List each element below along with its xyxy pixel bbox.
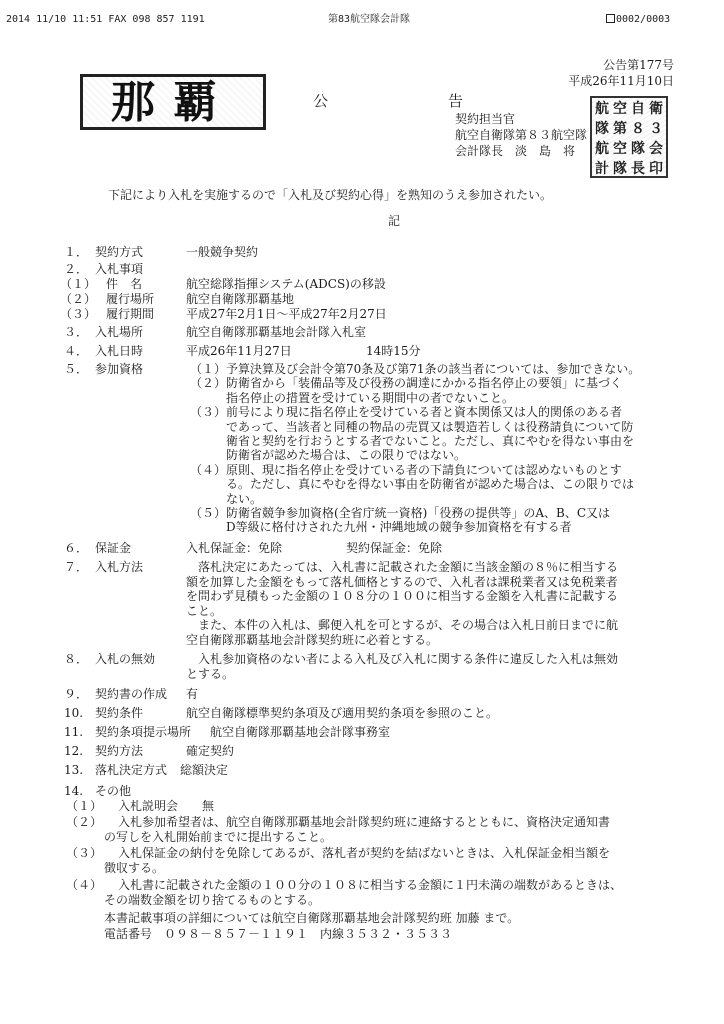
- seal-char: 航: [595, 141, 609, 157]
- item-5-line: （１）予算決算及び会計令第70条及び第71条の該当者については、参加できない。: [190, 362, 641, 376]
- item-8-line: とする。: [186, 667, 235, 681]
- seal-char: 印: [649, 161, 663, 177]
- item-9-label: 契約書の作成: [95, 687, 168, 701]
- item-2-sub2-value: 航空自衛隊那覇基地: [186, 292, 295, 306]
- item-5-line: 衛省と契約を行おうとする者でないこと。ただし、真にやむを得ない事由を: [190, 434, 635, 449]
- item-7-line: こと。: [186, 603, 223, 618]
- naha-stamp: [80, 74, 266, 130]
- item-7-label: 入札方法: [95, 560, 144, 574]
- notice-date: 平成26年11月10日: [568, 74, 674, 88]
- item-14-sub4-body: [104, 878, 622, 908]
- item-2-sub2-num: （２）: [60, 292, 97, 306]
- officer-line-3: 会計隊長 淡 島 将: [455, 144, 576, 158]
- item-12-num: 12.: [64, 744, 84, 758]
- item-5-line: （２）防衛省から「装備品等及び役務の調達にかかる指名停止の要領」に基づく: [190, 376, 623, 391]
- seal-char: 会: [649, 141, 663, 157]
- seal-char: 計: [595, 161, 609, 177]
- seal-char: 航: [595, 101, 609, 117]
- intro-text: 下記により入札を実施するので「入札及び契約心得」を熟知のうえ参加されたい。: [108, 188, 553, 202]
- item-4-label: 入札日時: [95, 344, 144, 358]
- item-11-label: 契約条項提示場所: [95, 725, 192, 739]
- item-2-label: 入札事項: [95, 262, 144, 276]
- item-14-sub2-body: [104, 815, 610, 845]
- item-2-sub3-label: 履行期間: [106, 307, 155, 321]
- item-7-num: ７．: [64, 560, 89, 574]
- official-seal: [590, 96, 668, 178]
- item-2-sub1-num: （１）: [60, 277, 97, 291]
- item-2-num: ２．: [64, 262, 89, 276]
- item-7-line: 空自衛隊那覇基地会計隊契約班に必着とする。: [186, 632, 439, 647]
- item-5-line: であって、当該者と同種の物品の売買又は製造若しくは役務請負について防: [190, 419, 634, 434]
- seal-char: 第: [613, 121, 627, 137]
- fax-header-page: [606, 12, 670, 27]
- item-5-line: （５）防衛省競争参加資格(全省庁統一資格)「役務の提供等」のA、B、C又は: [190, 506, 611, 521]
- item-10-value: 航空自衛隊標準契約条項及び適用契約条項を参照のこと。: [186, 706, 499, 720]
- item-2-sub1-value: 航空総隊指揮システム(ADCS)の移設: [186, 277, 386, 291]
- item-3-value: 航空自衛隊那覇基地会計隊入札室: [186, 325, 367, 339]
- item-5-line: 指名停止の措置を受けている期間中の者でないこと。: [190, 390, 515, 405]
- item-13-label: 落札決定方式: [95, 763, 168, 777]
- item-8-label: 入札の無効: [95, 652, 156, 666]
- item-6-num: ６．: [64, 541, 89, 555]
- item-14-sub3-body: [104, 846, 610, 876]
- item-14-num: 14.: [64, 784, 84, 798]
- item-9-value: 有: [186, 687, 199, 701]
- item-4-time: 14時15分: [366, 344, 421, 358]
- item-14-sub4-line: その端数金額を切り捨てるものとする。: [104, 893, 321, 907]
- item-12-value: 確定契約: [186, 744, 235, 758]
- item-2-sub3-num: （３）: [60, 307, 97, 321]
- contract-deposit: 契約保証金：免除: [346, 541, 443, 555]
- seal-char: 隊: [613, 161, 627, 177]
- item-2-sub3-value: 平成27年2月1日～平成27年2月27日: [186, 307, 387, 321]
- seal-char: 衛: [649, 101, 663, 117]
- bid-deposit: 入札保証金：免除: [186, 541, 283, 555]
- item-5-line: ない。: [190, 491, 263, 506]
- item-1-value: 一般競争契約: [186, 245, 259, 259]
- contact-line: 本書記載事項の詳細については航空自衛隊那覇基地会計隊契約班 加藤 まで。: [104, 911, 520, 925]
- item-7-line: 額を加算した金額をもって落札価格とするので、入札者は課税業者又は免税業者: [186, 574, 618, 589]
- item-5-line: 防衛省が認めた場合は、この限りではない。: [190, 448, 467, 463]
- page-title: 公 告: [313, 92, 494, 110]
- item-3-num: ３．: [64, 325, 89, 339]
- item-7-line: また、本件の入札は、郵便入札を可とするが、その場合は入札日前日までに航: [198, 618, 619, 633]
- item-7-line: を問わず見積もった金額の１０８分の１００に相当する金額を入札書に記載する: [186, 589, 619, 604]
- item-14-sub1-line: 入札説明会 無: [118, 799, 215, 813]
- item-11-value: 航空自衛隊那覇基地会計隊事務室: [210, 725, 391, 739]
- item-6-label: 保証金: [95, 541, 132, 555]
- ki-heading: 記: [388, 214, 401, 228]
- item-1-label: 契約方式: [95, 245, 144, 259]
- item-13-value: 総額決定: [180, 763, 229, 777]
- seal-char: 空: [613, 141, 627, 157]
- item-14-sub3-num: （３）: [66, 846, 103, 860]
- item-4-num: ４．: [64, 344, 89, 358]
- item-2-sub1-label: 件 名: [106, 277, 143, 291]
- seal-char: 空: [613, 101, 627, 117]
- seal-char: 自: [631, 101, 645, 117]
- fax-page-icon: [606, 14, 615, 23]
- item-14-sub2-num: （２）: [66, 815, 103, 829]
- item-5-label: 参加資格: [95, 362, 144, 376]
- naha-stamp-text: 那覇: [111, 76, 235, 128]
- item-11-num: 11.: [64, 725, 84, 739]
- item-2-sub2-label: 履行場所: [106, 292, 155, 306]
- item-7-body: [186, 560, 618, 648]
- item-5-line: （３）前号により現に指名停止を受けている者と資本関係又は人的関係のある者: [190, 405, 623, 420]
- item-9-num: ９．: [64, 687, 89, 701]
- item-8-num: ８．: [64, 652, 89, 666]
- item-10-num: 10.: [64, 706, 84, 720]
- item-10-label: 契約条件: [95, 706, 144, 720]
- item-13-num: 13.: [64, 763, 84, 777]
- item-1-num: １．: [64, 245, 89, 259]
- item-5-num: ５．: [64, 362, 89, 376]
- notice-number: 公告第177号: [603, 58, 674, 72]
- item-14-sub1-num: （１）: [66, 799, 103, 813]
- item-3-label: 入札場所: [95, 325, 144, 339]
- seal-char: ３: [649, 121, 663, 137]
- item-14-sub4-num: （４）: [66, 878, 103, 892]
- seal-char: 隊: [595, 121, 609, 137]
- item-8-body: [186, 652, 618, 682]
- phone-line: 電話番号 ０９８－８５７－１１９１ 内線３５３２・３５３３: [104, 927, 453, 941]
- item-14-label: その他: [95, 784, 132, 798]
- officer-line-1: 契約担当官: [455, 112, 516, 126]
- item-14-sub4-line: 入札書に記載された金額の１００分の１０８に相当する金額に１円未満の端数があるときは、: [118, 878, 623, 892]
- item-14-sub2-line: 入札参加希望者は、航空自衛隊那覇基地会計隊契約班に連絡するとともに、資格決定通知書: [118, 815, 611, 829]
- fax-header-center: 第83航空隊会計隊: [328, 14, 411, 25]
- item-14-sub3-line: 入札保証金の納付を免除してあるが、落札者が契約を結ばないときは、入札保証金相当額を: [118, 846, 611, 860]
- seal-char: 隊: [631, 141, 645, 157]
- item-4-value: 平成26年11月27日: [186, 344, 292, 358]
- officer-line-2: 航空自衛隊第８３航空隊: [455, 128, 588, 142]
- fax-page-number: 0002/0003: [616, 14, 671, 25]
- item-8-line: 入札参加資格のない者による入札及び入札に関する条件に違反した入札は無効: [198, 652, 619, 666]
- item-7-line: 落札決定にあたっては、入札書に記載された金額に当該金額の８％に相当する: [198, 560, 619, 574]
- seal-char: 長: [631, 161, 645, 177]
- seal-char: ８: [631, 121, 645, 137]
- item-5-line: D等級に格付けされた九州・沖縄地域の競争参加資格を有する者: [190, 520, 572, 535]
- item-5-line: る。ただし、真にやむを得ない事由を防衛省が認めた場合は、この限りでは: [190, 477, 635, 492]
- item-5-line: （４）原則、現に指名停止を受けている者の下請負については認めないものとす: [190, 462, 622, 477]
- item-14-sub3-line: 徴収する。: [104, 861, 165, 875]
- item-5-conditions: [190, 362, 640, 535]
- item-12-label: 契約方法: [95, 744, 144, 758]
- item-14-sub2-line: の写しを入札開始前までに提出すること。: [104, 830, 333, 844]
- fax-header-left: 2014 11/10 11:51 FAX 098 857 1191: [6, 14, 205, 25]
